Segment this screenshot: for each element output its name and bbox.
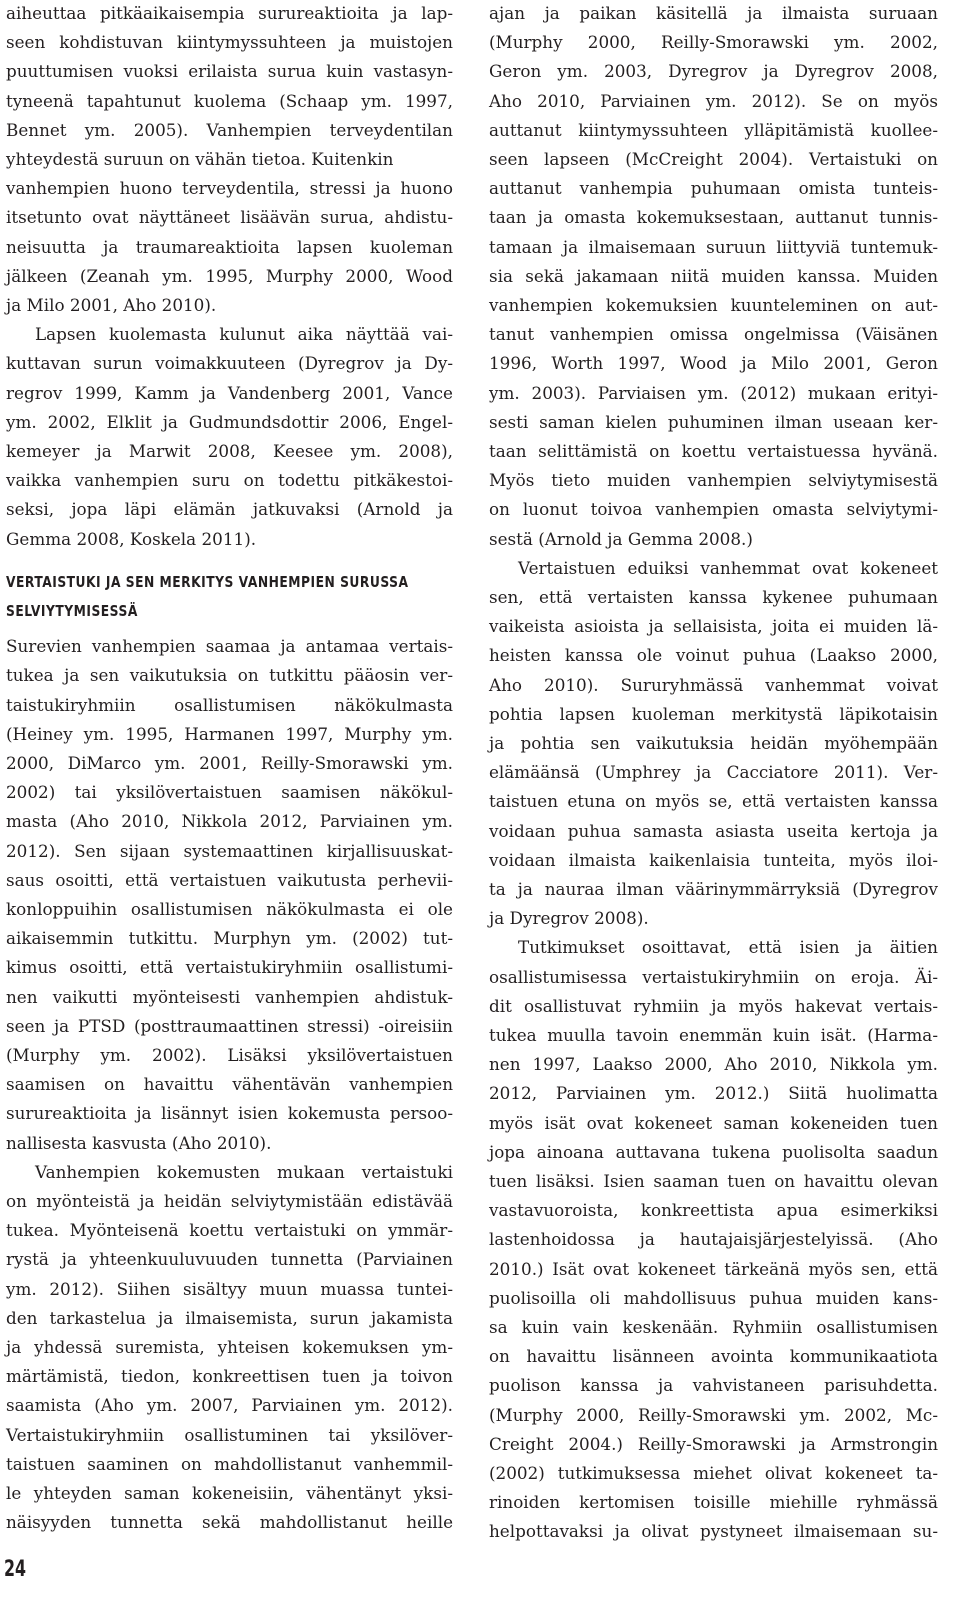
text-line: helpottavaksi ja olivat pystyneet ilmaisemaan su- [489, 1521, 938, 1542]
text-line: puolison kanssa ja vahvistaneen parisuhdetta. [489, 1375, 938, 1396]
text-line: saamista (Aho ym. 2007, Parviainen ym. 2012). [6, 1395, 453, 1416]
text-line: seksi, jopa läpi elämän jatkuvaksi (Arnold ja [6, 499, 453, 520]
text-line: regrov 1999, Kamm ja Vandenberg 2001, Vance [6, 382, 453, 403]
text-line: aiheuttaa pitkäaikaisempia surureaktioita ja lap- [6, 3, 453, 23]
text-line: tamaan ja ilmaisemaan suruun liittyviä tuntemuk- [489, 236, 938, 257]
text-line: surureaktioita ja lisännyt isien kokemusta persoo- [6, 1103, 453, 1124]
text-line: taistuen saaminen on mahdollistanut vanhemmil- [6, 1453, 453, 1474]
text-line: ajan ja paikan käsitellä ja ilmaista suruaan [489, 3, 938, 23]
text-line: (Heiney ym. 1995, Harmanen 1997, Murphy ym. [6, 723, 453, 744]
text-line: osallistumisessa vertaistukiryhmiin on eroja. Äi- [489, 966, 938, 987]
text-line: märtämistä, tiedon, konkreettisen tuen ja toivon [6, 1366, 453, 1387]
text-line: nen vaikutti myönteisesti vanhempien ahdistuk- [6, 986, 453, 1007]
section-heading-line: SELVIYTYMISESSÄ [6, 602, 138, 620]
text-line: aikaisemmin tutkittu. Murphyn ym. (2002) tut- [6, 928, 453, 949]
text-line: sen, että vertaisten kanssa kykenee puhumaan [489, 587, 938, 607]
text-line: Bennet ym. 2005). Vanhempien terveydentilan [6, 119, 453, 140]
text-line: le yhteyden saman kokeneisiin, vähentänyt yksi- [6, 1483, 453, 1503]
text-line: ja yhdessä suremista, yhteisen kokemuksen ym- [6, 1337, 453, 1357]
text-line: kimus osoitti, että vertaistukiryhmiin osallistumi- [6, 957, 453, 978]
text-line: konloppuihin osallistumisen näkökulmasta ei ole [6, 899, 453, 919]
text-line: (Murphy 2000, Reilly-Smorawski ym. 2002, Mc- [489, 1404, 938, 1425]
text-line: Geron ym. 2003, Dyregrov ja Dyregrov 2008, [489, 61, 938, 82]
text-line: seen ja PTSD (posttraumaattinen stressi) -oireisiin [6, 1015, 453, 1036]
text-line: puuttumisen vuoksi erilaista surua kuin vastasyn- [6, 61, 453, 82]
text-line: Aho 2010, Parviainen ym. 2012). Se on myös [489, 90, 938, 111]
text-line: kemeyer ja Marwit 2008, Keesee ym. 2008), [6, 441, 453, 461]
text-line: ym. 2012). Siihen sisältyy muun muassa tuntei- [6, 1278, 453, 1299]
text-line: jälkeen (Zeanah ym. 1995, Murphy 2000, Wood [6, 265, 453, 286]
text-line: yhteydestä suruun on vähän tietoa. Kuitenkin [6, 149, 394, 169]
text-line: taistuen etuna on myös se, että vertaisten kanssa [489, 791, 938, 812]
text-line: jopa ainoana auttavana tukena puolisolta saadun [489, 1141, 938, 1162]
text-line: sestä (Arnold ja Gemma 2008.) [489, 528, 753, 549]
page-number: 24 [4, 1557, 27, 1582]
text-line: taan ja omasta kokemuksestaan, auttanut tunnis- [489, 207, 938, 228]
text-line: tuen lisäksi. Isien saaman tuen on havaittu olevan [489, 1171, 938, 1191]
text-line: on havaittu lisänneen avointa kommunikaatiota [489, 1346, 938, 1367]
text-line: Aho 2010). Sururyhmässä vanhemmat voivat [489, 674, 938, 695]
text-line: taan selittämistä on koettu vertaistuessa hyvänä. [489, 441, 938, 461]
text-line: neisuutta ja traumareaktioita lapsen kuoleman [6, 236, 453, 257]
text-line: nallisesta kasvusta (Aho 2010). [6, 1132, 272, 1153]
text-line: 1996, Worth 1997, Wood ja Milo 2001, Geron [489, 353, 938, 374]
text-line: vanhempien kokemuksien kuunteleminen on aut- [489, 295, 938, 315]
text-line: (Murphy ym. 2002). Lisäksi yksilövertaistuen [6, 1045, 453, 1065]
text-line: puolisoilla oli mahdollisuus puhua muiden kans- [489, 1287, 938, 1308]
text-line: kuttavan surun voimakkuuteen (Dyregrov ja Dy- [6, 353, 453, 374]
text-line: ja Milo 2001, Aho 2010). [6, 295, 217, 315]
text-line: 2010.) Isät ovat kokeneet tärkeänä myös sen, että [489, 1258, 938, 1279]
section-heading-line: VERTAISTUKI JA SEN MERKITYS VANHEMPIEN SURUSSA [6, 572, 409, 591]
text-line: ja Dyregrov 2008). [489, 908, 649, 929]
text-line: on luonut toivoa vanhempien omasta selviytymi- [489, 499, 938, 520]
text-line: on myönteistä ja heidän selviytymistään edistävää [6, 1191, 453, 1211]
text-line: tukea. Myönteisenä koettu vertaistuki on ymmär- [6, 1220, 453, 1241]
text-line: 2002) tai yksilövertaistuen saamisen näkökul- [6, 782, 453, 803]
text-line: masta (Aho 2010, Nikkola 2012, Parviainen ym. [6, 811, 453, 832]
text-line: vastavuoroista, konkreettista apua esimerkiksi [489, 1200, 938, 1221]
text-line: Creight 2004.) Reilly-Smorawski ja Armstrongin [489, 1433, 938, 1454]
text-line: (Murphy 2000, Reilly-Smorawski ym. 2002, [489, 32, 938, 53]
text-line: lastenhoidossa ja hautajaisjärjestelyissä. (Aho [489, 1229, 938, 1250]
text-line: myös isät ovat kokeneet saman kokeneiden tuen [489, 1112, 938, 1133]
text-line: 2012). Sen sijaan systemaattinen kirjallisuuskat- [6, 840, 453, 861]
text-line: rinoiden kertomisen toisille miehille ryhmässä [489, 1492, 938, 1513]
text-line: ym. 2002, Elklit ja Gudmundsdottir 2006, Engel- [6, 411, 453, 432]
text-line: voidaan ilmaista kaikenlaisia tunteita, myös iloi- [489, 849, 938, 870]
text-line: Myös tieto muiden vanhempien selviytymisestä [489, 470, 938, 491]
text-line: tyneenä tapahtunut kuolema (Schaap ym. 1997, [6, 90, 453, 111]
text-line: vaikeista asioista ja sellaisista, joita ei muiden lä- [489, 616, 938, 637]
text-line: (2002) tutkimuksessa miehet olivat kokeneet ta- [489, 1463, 938, 1483]
text-line: Tutkimukset osoittavat, että isien ja äitien [518, 937, 938, 958]
text-line: tukea ja sen vaikutuksia on tutkittu pääosin ver- [6, 665, 453, 686]
text-line: ja pohtia sen vaikutuksia heidän myöhempään [489, 733, 938, 753]
text-line: 2012, Parviainen ym. 2012.) Siitä huolimatta [489, 1083, 938, 1104]
text-line: Lapsen kuolemasta kulunut aika näyttää vai- [35, 324, 453, 345]
text-line: vaikka vanhempien suru on todettu pitkäkestoi- [6, 470, 453, 491]
text-line: 2000, DiMarco ym. 2001, Reilly-Smorawski ym. [6, 753, 453, 773]
text-line: ta ja nauraa ilman väärinymmärryksiä (Dyregrov [489, 879, 938, 899]
text-line: Vanhempien kokemusten mukaan vertaistuki [35, 1161, 453, 1182]
text-line: dit osallistuvat ryhmiin ja myös hakevat vertais- [489, 995, 938, 1016]
text-line: Surevien vanhempien saamaa ja antamaa vertais- [6, 636, 453, 657]
text-line: sia sekä jakamaan niitä muiden kanssa. Muiden [489, 265, 938, 286]
text-line: tukea muulla tavoin enemmän kuin isät. (Harma- [489, 1025, 938, 1045]
text-line: seen kohdistuvan kiintymyssuhteen ja muistojen [6, 32, 453, 53]
text-line: näisyyden tunnetta sekä mahdollistanut heille [6, 1512, 453, 1533]
text-line: seen lapseen (McCreight 2004). Vertaistuki on [489, 149, 938, 169]
text-line: auttanut kiintymyssuhteen ylläpitämistä kuollee- [489, 119, 938, 140]
text-line: voidaan puhua samasta asiasta useita kertoja ja [489, 820, 938, 841]
text-line: sesti saman kielen puhuminen ilman useaan ker- [489, 411, 938, 432]
text-line: sa kuin vain keskenään. Ryhmiin osallistumisen [489, 1317, 938, 1337]
text-line: elämäänsä (Umphrey ja Cacciatore 2011). Ver- [489, 762, 938, 783]
text-line: auttanut vanhempia puhumaan omista tunteis- [489, 178, 938, 199]
text-line: saamisen on havaittu vähentävän vanhempien [6, 1074, 453, 1095]
text-line: rystä ja yhteenkuuluvuuden tunnetta (Parviainen [6, 1249, 453, 1270]
text-line: Vertaistuen eduiksi vanhemmat ovat kokeneet [518, 557, 938, 578]
text-line: den tarkastelua ja ilmaisemista, surun jakamista [6, 1307, 453, 1328]
text-line: saus osoitti, että vertaistuen vaikutusta perhevii- [6, 869, 453, 890]
text-line: ym. 2003). Parviaisen ym. (2012) mukaan erityi- [489, 382, 938, 403]
text-line: Vertaistukiryhmiin osallistuminen tai yksilöver- [6, 1424, 453, 1445]
text-line: pohtia lapsen kuoleman merkitystä läpikotaisin [489, 703, 938, 724]
text-line: Gemma 2008, Koskela 2011). [6, 528, 257, 549]
text-line: nen 1997, Laakso 2000, Aho 2010, Nikkola ym. [489, 1054, 938, 1075]
text-line: vanhempien huono terveydentila, stressi ja huono [6, 178, 453, 199]
text-line: heisten kanssa ole voinut puhua (Laakso 2000, [489, 645, 938, 666]
text-line: tanut vanhempien omissa ongelmissa (Väisänen [489, 324, 938, 345]
text-line: itsetunto ovat näyttäneet lisäävän surua, ahdistu- [6, 207, 453, 228]
text-line: taistukiryhmiin osallistumisen näkökulmasta [6, 694, 453, 715]
